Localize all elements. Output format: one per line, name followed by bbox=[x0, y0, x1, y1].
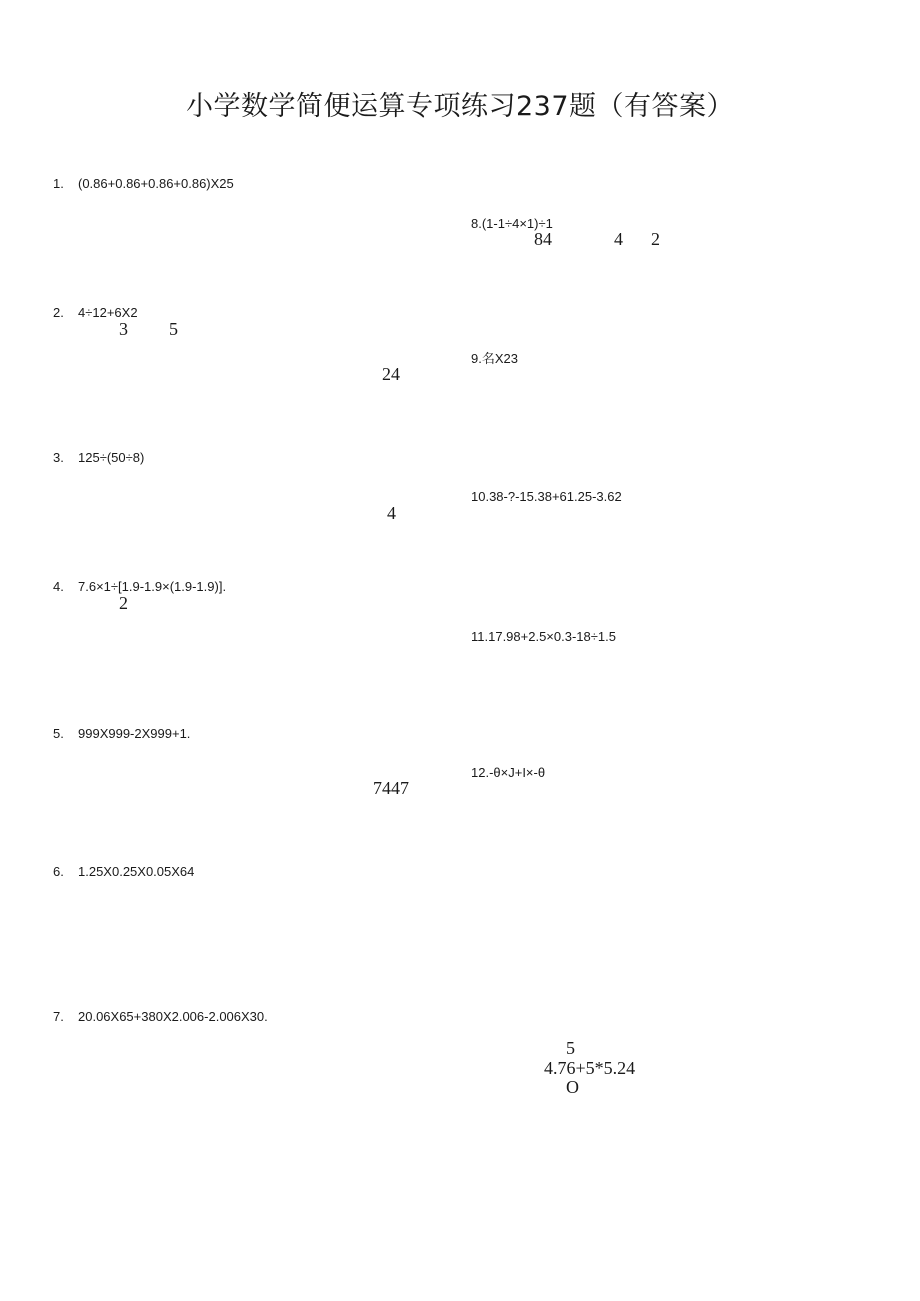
q8-fraction-denominator-b: 4 bbox=[614, 229, 623, 249]
question-8: 8.(1-1÷4×1)÷1 bbox=[471, 216, 553, 231]
question-11: 11.17.98+2.5×0.3-18÷1.5 bbox=[471, 629, 616, 644]
question-expression: 20.06X65+380X2.006-2.006X30. bbox=[78, 1009, 268, 1024]
question-12: 12.-θ×J+I×-θ bbox=[471, 765, 546, 780]
question-number: 7. bbox=[53, 1009, 64, 1024]
question-number: 6. bbox=[53, 864, 64, 879]
question-expression: 1.25X0.25X0.05X64 bbox=[78, 864, 195, 879]
page-title: 小学数学简便运算专项练习237题（有答案） bbox=[185, 91, 735, 122]
question-number: 4. bbox=[53, 579, 64, 594]
question-9: 9.名X23 bbox=[471, 351, 518, 366]
question-expression: 125÷(50÷8) bbox=[78, 450, 145, 465]
question-expression: 7.6×1÷[1.9-1.9×(1.9-1.9)]. bbox=[78, 579, 227, 594]
q8-fraction-denominator-a: 84 bbox=[534, 229, 552, 249]
question-expression: 4÷12+6X2 bbox=[78, 305, 138, 320]
question-7 bbox=[53, 1009, 268, 1024]
question-10: 10.38-?-15.38+61.25-3.62 bbox=[471, 489, 622, 504]
question-number: 5. bbox=[53, 726, 64, 741]
q12-fraction-denominator: 7447 bbox=[373, 778, 409, 798]
q10-fraction-denominator: 4 bbox=[387, 503, 396, 523]
bottom-expr-bottom: O bbox=[566, 1077, 579, 1097]
question-2 bbox=[53, 305, 138, 320]
question-4 bbox=[53, 579, 226, 594]
question-expression: (0.86+0.86+0.86+0.86)X25 bbox=[78, 176, 234, 191]
question-5 bbox=[53, 726, 190, 741]
q4-fraction-denominator: 2 bbox=[119, 593, 128, 613]
question-number: 2. bbox=[53, 305, 64, 320]
q9-fraction-denominator: 24 bbox=[382, 364, 400, 384]
q8-fraction-denominator-c: 2 bbox=[651, 229, 660, 249]
question-expression: 999X999-2X999+1. bbox=[78, 726, 191, 741]
question-3 bbox=[53, 450, 144, 465]
question-1 bbox=[53, 176, 234, 191]
question-number: 3. bbox=[53, 450, 64, 465]
q2-fraction-denominator-a: 3 bbox=[119, 319, 128, 339]
bottom-expr-top: 5 bbox=[566, 1038, 575, 1058]
q2-fraction-denominator-b: 5 bbox=[169, 319, 178, 339]
question-6 bbox=[53, 864, 194, 879]
question-number: 1. bbox=[53, 176, 64, 191]
bottom-expr-middle: 4.76+5*5.24 bbox=[544, 1058, 636, 1078]
